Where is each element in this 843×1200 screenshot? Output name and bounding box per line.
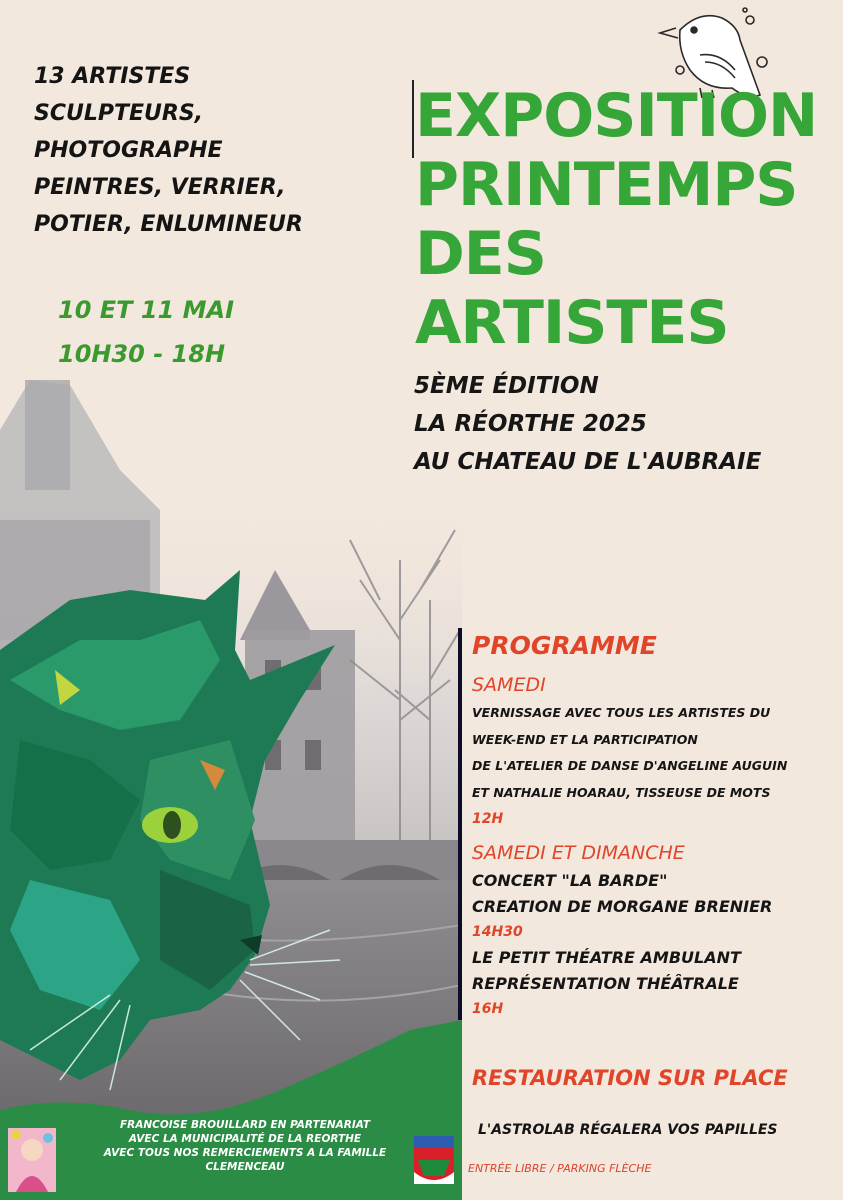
programme	[472, 628, 832, 1022]
location-year: LA RÉORTHE 2025	[414, 411, 647, 437]
title-line: PRINTEMPS	[415, 150, 798, 220]
credit-line: CLEMENCEAU	[205, 1161, 285, 1173]
title-line: EXPOSITION	[415, 81, 818, 151]
title-line: ARTISTES	[415, 288, 729, 358]
programme-time: 12H	[472, 811, 504, 827]
artist-type: PEINTRES, VERRIER,	[34, 175, 286, 200]
title-line: DES	[415, 219, 547, 289]
artist-list	[34, 58, 303, 243]
programme-time: 14H30	[472, 924, 523, 940]
programme-line: DE L'ATELIER DE DANSE D'ANGELINE AUGUIN	[472, 758, 788, 773]
programme-divider	[458, 628, 462, 1020]
programme-line: ET NATHALIE HOARAU, TISSEUSE DE MOTS	[472, 784, 771, 800]
event-days: 10 ET 11 MAI	[58, 296, 235, 324]
programme-line: LE PETIT THÉATRE AMBULANT	[472, 948, 741, 967]
artist-type: POTIER, ENLUMINEUR	[34, 212, 303, 237]
event-hours: 10H30 - 18H	[58, 340, 226, 368]
artist-count: 13 ARTISTES	[34, 64, 191, 89]
programme-line: WEEK-END ET LA PARTICIPATION	[472, 731, 698, 747]
subtitle	[414, 367, 761, 481]
page-title	[415, 82, 817, 358]
programme-time: 16H	[472, 1001, 504, 1017]
programme-line: VERNISSAGE AVEC TOUS LES ARTISTES DU	[472, 705, 771, 720]
programme-line: CONCERT "LA BARDE"	[472, 871, 668, 890]
restauration-detail: L'ASTROLAB RÉGALERA VOS PAPILLES	[478, 1122, 778, 1138]
restauration-title: RESTAURATION SUR PLACE	[472, 1066, 788, 1090]
event-dates	[58, 288, 234, 376]
programme-line: CREATION DE MORGANE BRENIER	[472, 896, 773, 916]
credit-line: FRANCOISE BROUILLARD EN PARTENARIAT	[119, 1119, 371, 1131]
artist-type: PHOTOGRAPHE	[34, 138, 223, 163]
day-label-saturday: SAMEDI	[472, 674, 546, 696]
partnership-credits	[60, 1118, 430, 1174]
artist-type: SCULPTEURS,	[34, 101, 204, 126]
credit-line: AVEC LA MUNICIPALITÉ DE LA REORTHE	[128, 1133, 362, 1145]
programme-line: REPRÉSENTATION THÉÂTRALE	[472, 973, 739, 993]
access-info: ENTRÉE LIBRE / PARKING FLÈCHE	[468, 1162, 652, 1175]
title-divider	[412, 80, 414, 158]
edition: 5ÈME ÉDITION	[414, 373, 599, 399]
programme-heading: PROGRAMME	[472, 631, 657, 660]
venue: AU CHATEAU DE L'AUBRAIE	[414, 449, 762, 475]
credit-line: AVEC TOUS NOS REMERCIEMENTS A LA FAMILLE	[103, 1147, 387, 1159]
day-label-weekend: SAMEDI ET DIMANCHE	[472, 842, 685, 864]
avatar-icon	[8, 1128, 56, 1192]
